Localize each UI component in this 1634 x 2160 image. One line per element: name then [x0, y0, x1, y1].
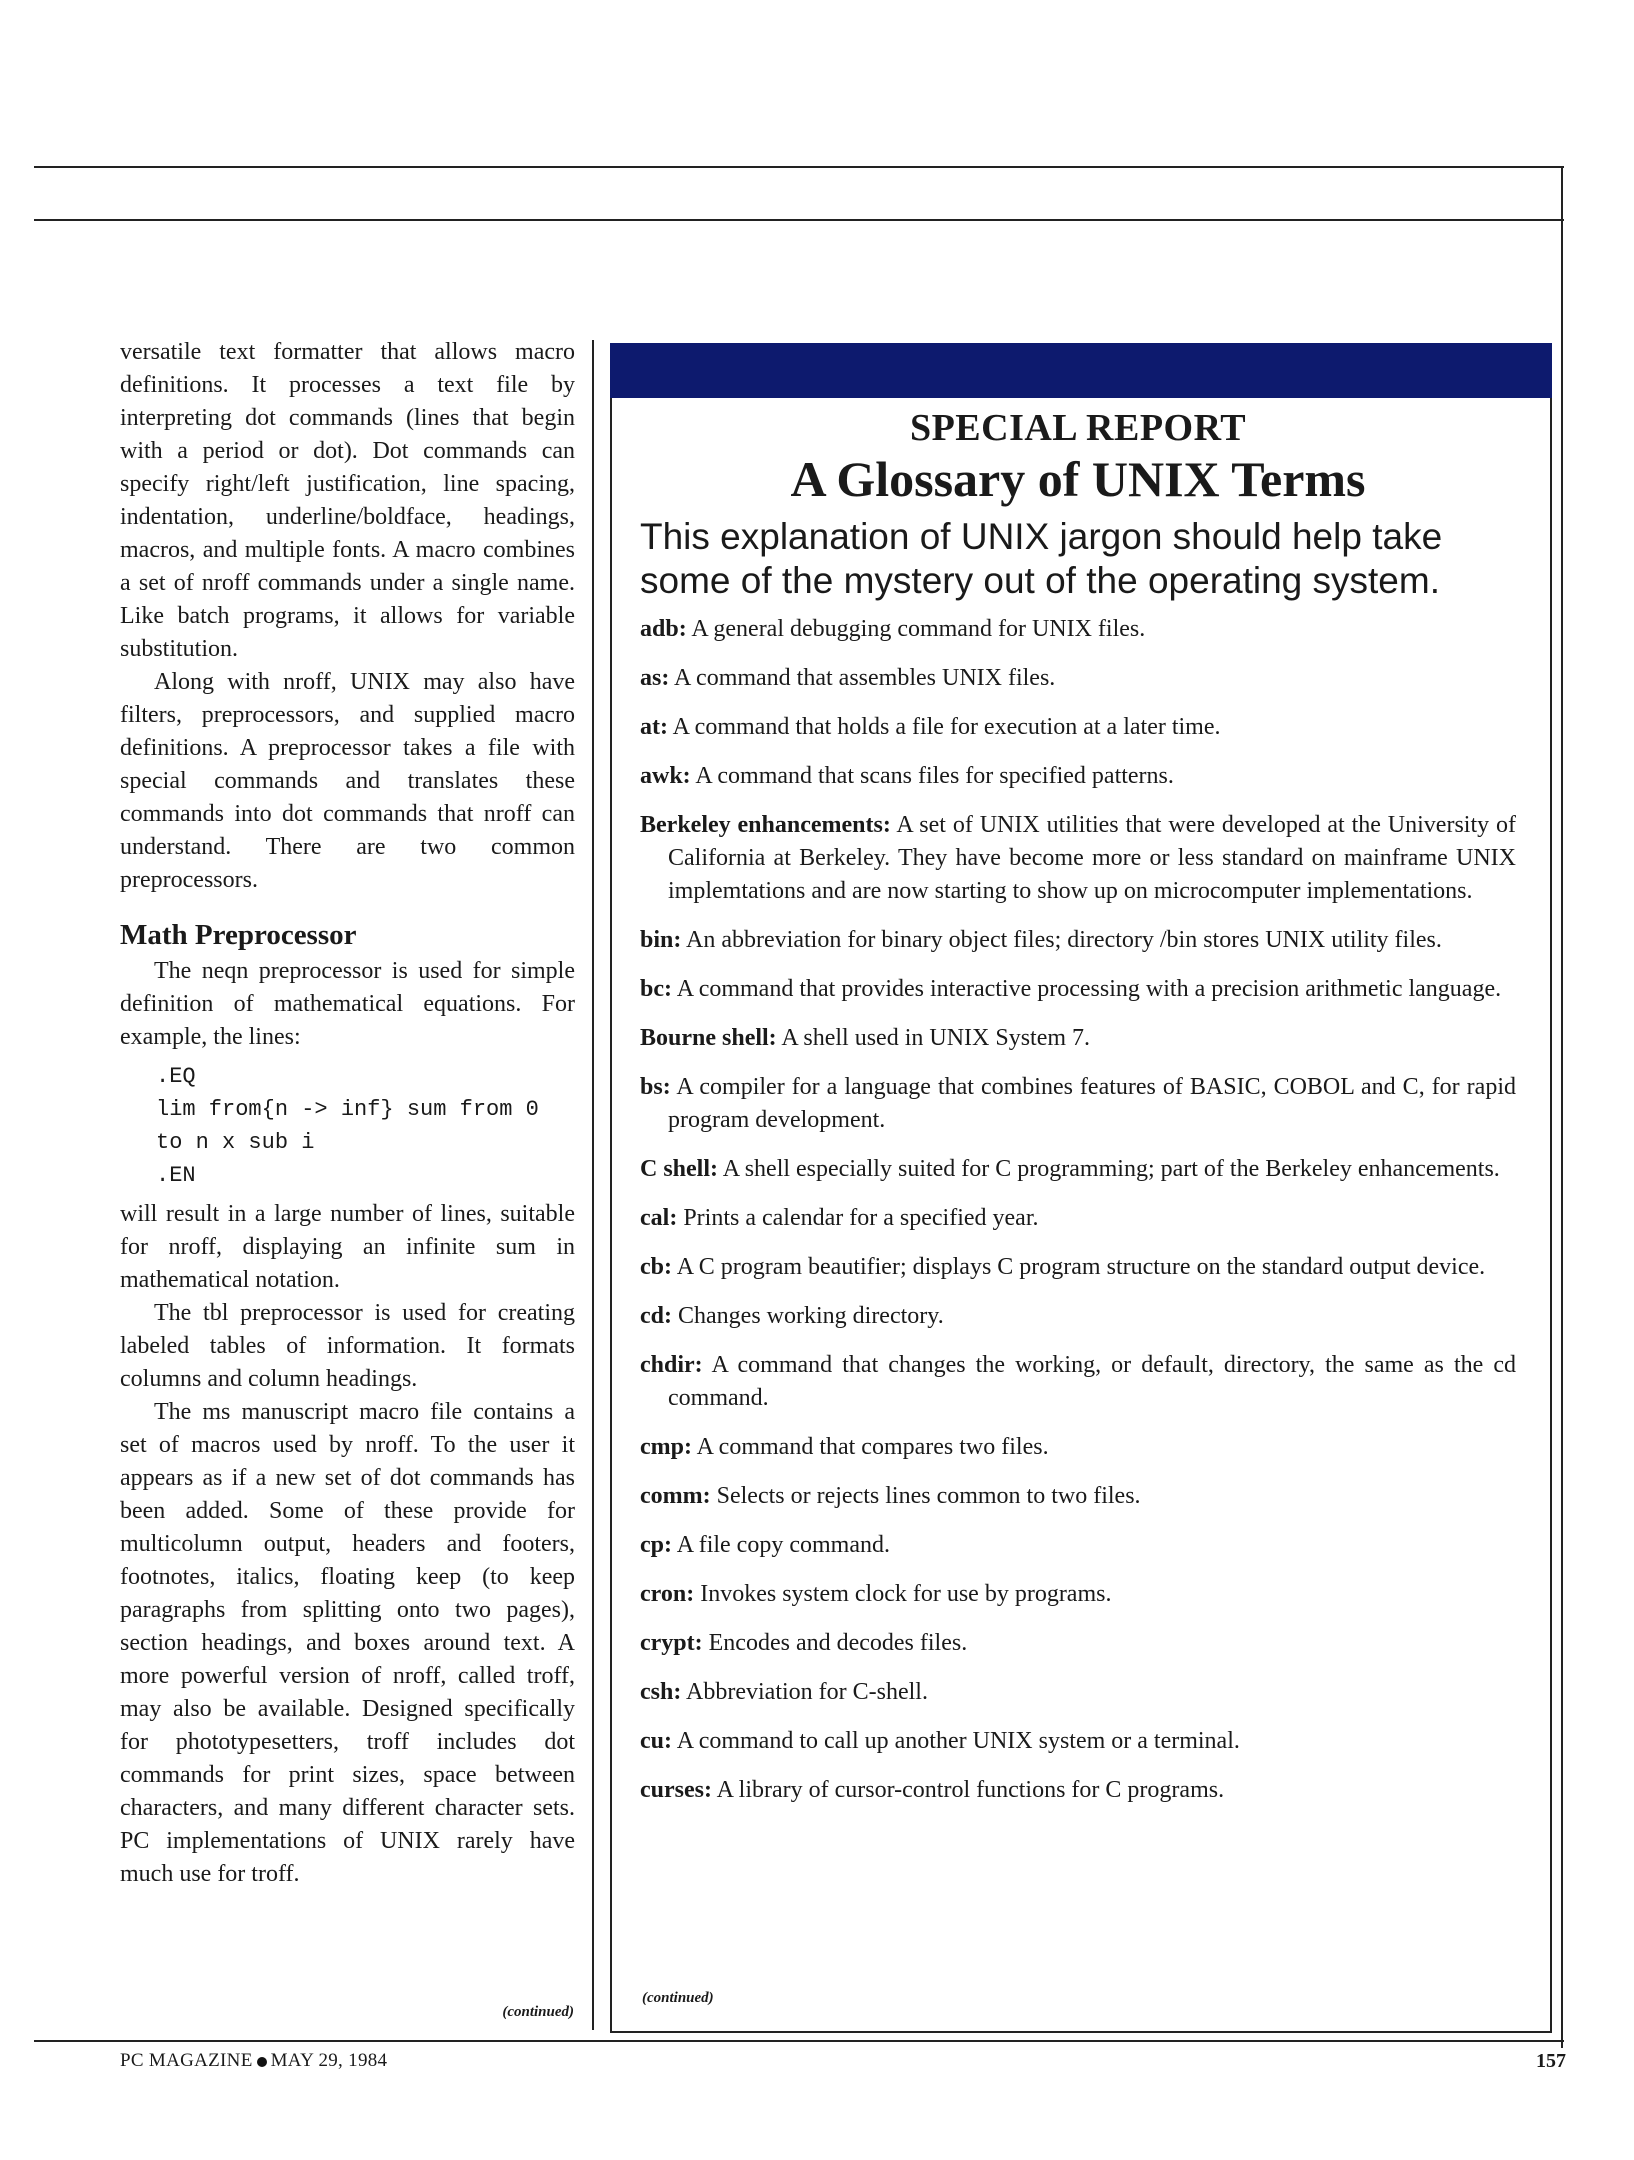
glossary-definition: Abbreviation for C-shell.: [686, 1679, 928, 1705]
glossary-title: A Glossary of UNIX Terms: [790, 451, 1366, 507]
article-paragraph: The ms manuscript macro file contains a set of macros used by nroff. To the user it appears as if a new set of dot commands has been added. Some of these provide for multicolumn output, headers and footers, footnotes, italics, floating keep (to keep paragraphs from splitting onto two pages), section headings, and boxes around text. A more powerful version of nroff, called troff, may also be available. Designed specifically for phototypesetters, troff includes dot commands for print sizes, space between characters, and many different character sets. PC implementations of UNIX rarely have much use for troff.: [120, 1399, 575, 1887]
glossary-term: Berkeley enhancements:: [640, 812, 891, 838]
glossary-definition: Selects or rejects lines common to two files.: [716, 1483, 1141, 1509]
glossary-term: at:: [640, 714, 668, 740]
article-paragraph: will result in a large number of lines, suitable for nroff, displaying an infinite sum in mathematical notation.: [120, 1201, 575, 1293]
glossary-definition: A general debugging command for UNIX files.: [691, 616, 1146, 642]
header-rule-lower: [34, 219, 1564, 221]
glossary-term: cu:: [640, 1728, 672, 1754]
glossary-term: cmp:: [640, 1434, 692, 1460]
glossary-term: bin:: [640, 927, 682, 953]
glossary-entry: [640, 1251, 1516, 1284]
glossary-entry: [640, 1627, 1516, 1660]
glossary-term: bs:: [640, 1074, 671, 1100]
glossary-term: awk:: [640, 763, 691, 789]
glossary-entry: [640, 613, 1516, 646]
page-number: 157: [1536, 2050, 1566, 2072]
glossary-definition: Changes working directory.: [678, 1303, 944, 1329]
glossary-definition: Prints a calendar for a specified year.: [683, 1205, 1039, 1231]
glossary-definition: A command that changes the working, or default, directory, the same as the cd command.: [668, 1352, 1516, 1411]
glossary-term: crypt:: [640, 1630, 703, 1656]
article-paragraph: versatile text formatter that allows macro definitions. It processes a text file by interpreting dot commands (lines that begin with a period or dot). Dot commands can specify right/left justification, line spacing, indentation, underline/boldface, headings, macros, and multiple fonts. A macro combines a set of nroff commands under a single name. Like batch programs, it allows for variable substitution.: [120, 339, 575, 662]
publication-name: PC MAGAZINE: [120, 2050, 253, 2071]
glossary-deck: This explanation of UNIX jargon should help take some of the mystery out of the operating system.: [640, 516, 1443, 601]
article-paragraph: The neqn preprocessor is used for simple definition of mathematical equations. For example, the lines:: [120, 958, 575, 1050]
glossary-definition: A compiler for a language that combines features of BASIC, COBOL and C, for rapid program development.: [668, 1074, 1516, 1133]
glossary-term: cal:: [640, 1205, 678, 1231]
glossary-entry: [640, 1349, 1516, 1415]
left-continued-note: (continued): [502, 2004, 574, 2020]
column-divider: [592, 340, 594, 2030]
article-paragraph: The tbl preprocessor is used for creating labeled tables of information. It formats columns and column headings.: [120, 1300, 575, 1392]
glossary-definition: A shell used in UNIX System 7.: [781, 1025, 1091, 1051]
glossary-term: as:: [640, 665, 670, 691]
box-continued-note: (continued): [642, 1990, 714, 2006]
glossary-term: C shell:: [640, 1156, 718, 1182]
glossary-entry: [640, 1202, 1516, 1235]
glossary-definition: A command that holds a file for execution at a later time.: [672, 714, 1221, 740]
glossary-entries: [640, 613, 1516, 1807]
issue-date: MAY 29, 1984: [270, 2050, 388, 2071]
glossary-term: cron:: [640, 1581, 695, 1607]
glossary-entry: [640, 1529, 1516, 1562]
glossary-definition: A C program beautifier; displays C program structure on the standard output device.: [676, 1254, 1486, 1280]
glossary-entry: [640, 1300, 1516, 1333]
footer-rule: [34, 2040, 1564, 2042]
glossary-term: Bourne shell:: [640, 1025, 777, 1051]
glossary-term: chdir:: [640, 1352, 703, 1378]
article-paragraph: Along with nroff, UNIX may also have filters, preprocessors, and supplied macro definitions. A preprocessor takes a file with special commands and translates these commands into dot commands that nroff can understand. There are two common preprocessors.: [120, 669, 575, 893]
glossary-term: cp:: [640, 1532, 672, 1558]
glossary-entry: [640, 1071, 1516, 1137]
glossary-entry: [640, 1153, 1516, 1186]
glossary-term: cd:: [640, 1303, 672, 1329]
glossary-term: adb:: [640, 616, 687, 642]
footer-publication: [120, 2050, 387, 2072]
glossary-entry: [640, 924, 1516, 957]
right-border-rule: [1561, 166, 1563, 2048]
glossary-entry: [640, 1480, 1516, 1513]
glossary-entry: [640, 973, 1516, 1006]
glossary-definition: A shell especially suited for C programming; part of the Berkeley enhancements.: [722, 1156, 1500, 1182]
glossary-entry: [640, 1578, 1516, 1611]
glossary-definition: A library of cursor-control functions for C programs.: [716, 1777, 1225, 1803]
glossary-entry: [640, 809, 1516, 908]
glossary-definition: A command that scans files for specified patterns.: [695, 763, 1174, 789]
glossary-definition: A command to call up another UNIX system or a terminal.: [676, 1728, 1240, 1754]
glossary-definition: A set of UNIX utilities that were developed at the University of California at Berkeley. They have become more or less standard on mainframe UNIX implemtations and are now starting to show up on microcomputer implementations.: [668, 812, 1516, 904]
glossary-entry: [640, 1725, 1516, 1758]
glossary-definition: A command that provides interactive processing with a precision arithmetic language.: [676, 976, 1502, 1002]
glossary-definition: An abbreviation for binary object files; directory /bin stores UNIX utility files.: [686, 927, 1442, 953]
header-rule: [34, 166, 1564, 168]
glossary-entry: [640, 760, 1516, 793]
left-article-column: [120, 336, 575, 1891]
glossary-term: cb:: [640, 1254, 672, 1280]
glossary-term: bc:: [640, 976, 672, 1002]
glossary-entry: [640, 1774, 1516, 1807]
glossary-definition: Invokes system clock for use by programs.: [700, 1581, 1112, 1607]
glossary-definition: A command that compares two files.: [696, 1434, 1049, 1460]
glossary-term: comm:: [640, 1483, 711, 1509]
glossary-term: curses:: [640, 1777, 712, 1803]
glossary-definition: A file copy command.: [676, 1532, 890, 1558]
section-kicker: SPECIAL REPORT: [909, 407, 1247, 449]
glossary-entry: [640, 1431, 1516, 1464]
glossary-content: [640, 405, 1516, 1823]
code-example: .EQ lim from{n -> inf} sum from 0 to n x sub i .EN: [156, 1064, 539, 1188]
glossary-entry: [640, 1022, 1516, 1055]
glossary-entry: [640, 662, 1516, 695]
bullet-icon: [257, 2057, 267, 2067]
section-heading: Math Preprocessor: [120, 919, 357, 951]
glossary-entry: [640, 1676, 1516, 1709]
sidebar-color-bar: [610, 343, 1552, 398]
glossary-definition: A command that assembles UNIX files.: [674, 665, 1056, 691]
glossary-term: csh:: [640, 1679, 682, 1705]
glossary-entry: [640, 711, 1516, 744]
glossary-definition: Encodes and decodes files.: [708, 1630, 968, 1656]
